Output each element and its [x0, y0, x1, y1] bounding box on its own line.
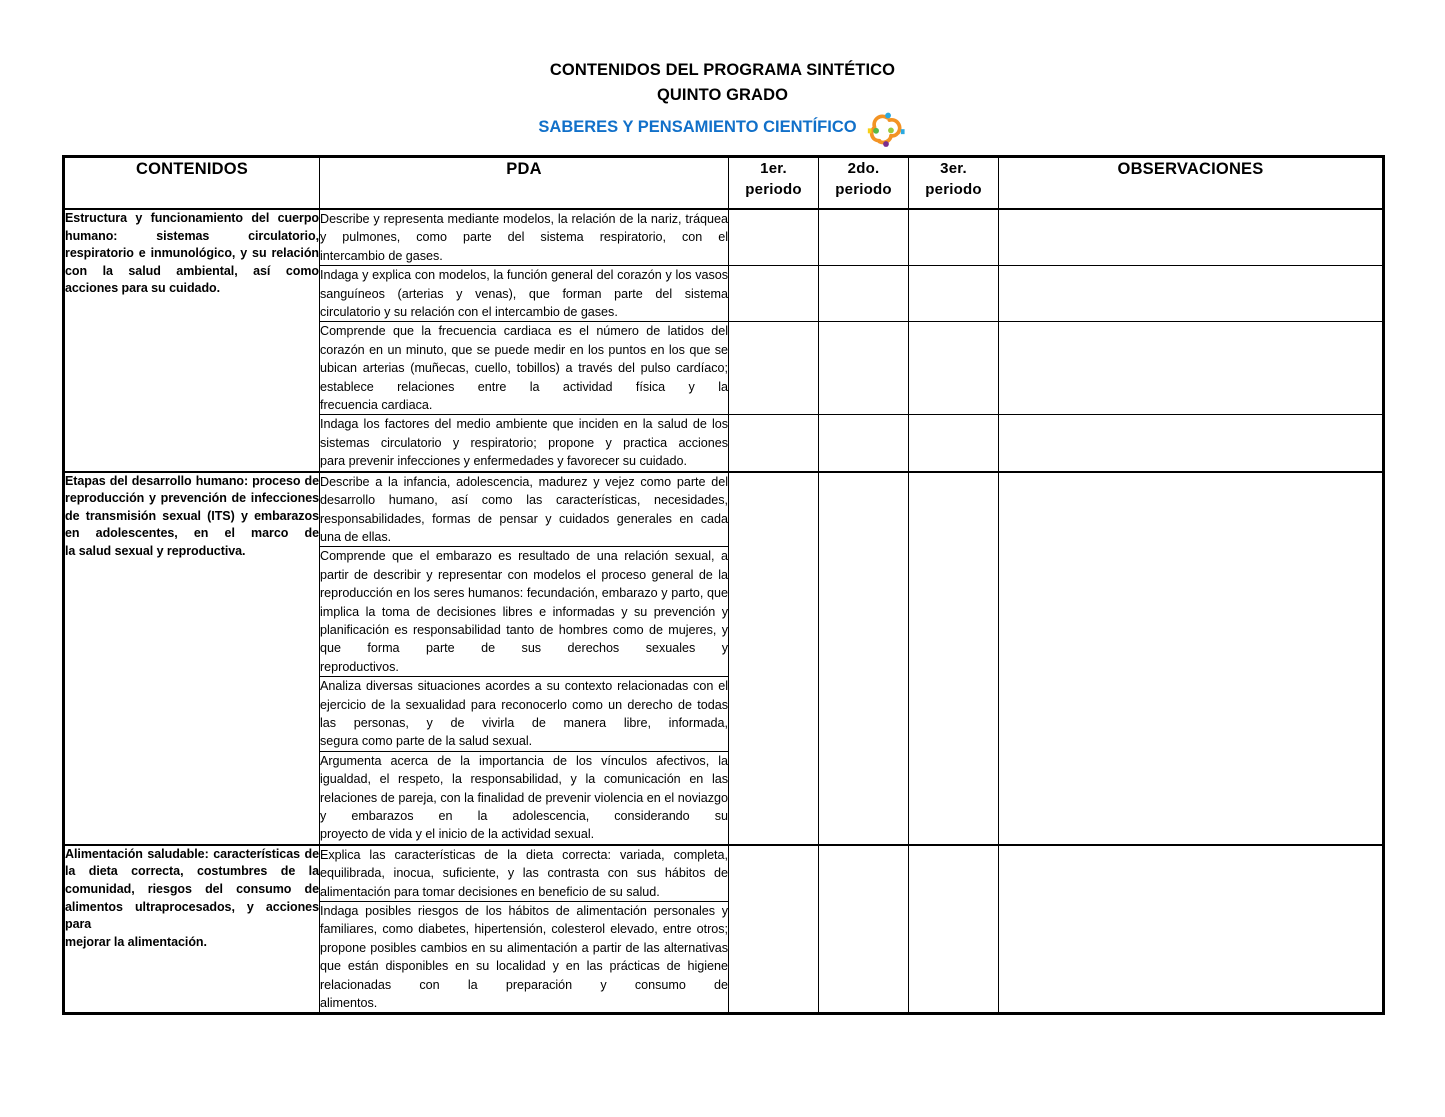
pda-cell: Explica las características de la dieta correcta: variada, completa, equilibrada, inocua, suficiente, y las contrasta con sus hábitos de alimentación para tomar decisiones en beneficio de su salud. — [320, 845, 729, 902]
header-subject-row — [0, 108, 1445, 146]
program-contents-table-wrapper — [62, 155, 1382, 1015]
header-subject-label: SABERES Y PENSAMIENTO CIENTÍFICO — [538, 117, 857, 136]
table-header-row — [64, 157, 1384, 210]
periodo-3-cell[interactable] — [909, 845, 999, 1014]
text-last-line: acciones para su cuidado. — [65, 281, 221, 296]
periodo-2-line-2: periodo — [835, 181, 892, 198]
observaciones-cell[interactable] — [999, 322, 1384, 415]
contenido-cell: Estructura y funcionamiento del cuerpo humano: sistemas circulatorio, respiratorio e inmunológico, y su relación con la salud ambiental, así como acciones para su cuidado. — [64, 209, 320, 472]
periodo-1-cell[interactable] — [729, 845, 819, 1014]
pda-cell: Indaga posibles riesgos de los hábitos de alimentación personales y familiares, como diabetes, hipertensión, colesterol elevado, entre otros; propone posibles cambios en su alimentación a partir de las alternativas que están disponibles en su localidad y en las prácticas de higiene relacionadas con la preparación y consumo de alimentos. — [320, 902, 729, 1014]
text-last-line: mejorar la alimentación. — [65, 934, 207, 949]
pda-cell: Indaga los factores del medio ambiente que inciden en la salud de los sistemas circulatorio y respiratorio; propone y practica acciones para prevenir infecciones y enfermedades y favorecer su cuidado. — [320, 415, 729, 472]
table-row — [64, 209, 1384, 266]
periodo-2-cell[interactable] — [819, 209, 909, 266]
observaciones-cell[interactable] — [999, 209, 1384, 266]
column-header-pda: PDA — [320, 157, 729, 210]
text-last-line: frecuencia cardiaca. — [320, 398, 433, 413]
periodo-3-cell[interactable] — [909, 322, 999, 415]
periodo-2-cell[interactable] — [819, 322, 909, 415]
column-header-periodo-1 — [729, 157, 819, 210]
pda-cell: Comprende que el embarazo es resultado de una relación sexual, a partir de describir y representar con modelos el proceso general de la reproducción en los seres humanos: fecundación, embarazo y parto, que implica la toma de decisiones libres e informadas y su prevención y planificación es responsabilidad tanto de hombres como de mujeres, y que forma parte de sus derechos sexuales y reproductivos. — [320, 547, 729, 677]
text-last-line: para prevenir infecciones y enfermedades y favorecer su cuidado. — [320, 454, 687, 469]
periodo-2-cell[interactable] — [819, 415, 909, 472]
text-last-line: alimentos. — [320, 996, 378, 1011]
text-last-line: alimentación para tomar decisiones en beneficio de su salud. — [320, 884, 660, 899]
periodo-2-cell[interactable] — [819, 845, 909, 1014]
header-title-line-2: QUINTO GRADO — [656, 86, 789, 104]
periodo-3-cell[interactable] — [909, 415, 999, 472]
periodo-1-cell[interactable] — [729, 266, 819, 322]
column-header-periodo-3 — [909, 157, 999, 210]
periodo-3-cell[interactable] — [909, 472, 999, 845]
periodo-3-cell[interactable] — [909, 266, 999, 322]
pda-cell: Analiza diversas situaciones acordes a su contexto relacionadas con el ejercicio de la sexualidad para reconocerlo como un derecho de todas las personas, y de vivirla de manera libre, informada, segura como parte de la salud sexual. — [320, 677, 729, 752]
pda-cell: Argumenta acerca de la importancia de los vínculos afectivos, la igualdad, el respeto, la responsabilidad, y la comunicación en las relaciones de pareja, con la finalidad de prevenir violencia en el noviazgo y embarazos en la adolescencia, considerando su proyecto de vida y el inicio de la actividad sexual. — [320, 751, 729, 845]
table-head — [64, 157, 1384, 210]
periodo-2-cell[interactable] — [819, 266, 909, 322]
observaciones-cell[interactable] — [999, 472, 1384, 845]
text-last-line: intercambio de gases. — [320, 248, 443, 263]
column-header-periodo-2 — [819, 157, 909, 210]
periodo-1-cell[interactable] — [729, 209, 819, 266]
observaciones-cell[interactable] — [999, 415, 1384, 472]
text-last-line: reproductivos. — [320, 659, 399, 674]
periodo-1-line-2: periodo — [745, 181, 802, 198]
text-last-line: circulatorio y su relación con el intercambio de gases. — [320, 305, 618, 320]
table-row — [64, 472, 1384, 547]
program-contents-table — [62, 155, 1385, 1015]
document-header — [0, 0, 1445, 146]
periodo-3-line-1: 3er. — [940, 160, 967, 177]
header-title-line-1: CONTENIDOS DEL PROGRAMA SINTÉTICO — [549, 61, 896, 79]
text-last-line: proyecto de vida y el inicio de la actividad sexual. — [320, 827, 595, 842]
contenido-cell: Etapas del desarrollo humano: proceso de reproducción y prevención de infecciones de transmisión sexual (ITS) y embarazos en adolescentes, en el marco de la salud sexual y reproductiva. — [64, 472, 320, 845]
text-last-line: una de ellas. — [320, 529, 392, 544]
text-last-line: segura como parte de la salud sexual. — [320, 734, 533, 749]
pda-cell: Indaga y explica con modelos, la función general del corazón y los vasos sanguíneos (arterias y venas), que forman parte del sistema circulatorio y su relación con el intercambio de gases. — [320, 266, 729, 322]
periodo-3-cell[interactable] — [909, 209, 999, 266]
column-header-contenidos: CONTENIDOS — [64, 157, 320, 210]
pda-cell: Describe y representa mediante modelos, la relación de la nariz, tráquea y pulmones, como parte del sistema respiratorio, con el intercambio de gases. — [320, 209, 729, 266]
periodo-1-cell[interactable] — [729, 472, 819, 845]
periodo-3-line-2: periodo — [925, 181, 982, 198]
pda-cell: Comprende que la frecuencia cardiaca es el número de latidos del corazón en un minuto, que se puede medir en los puntos en los que se ubican arterias (muñecas, cuello, tobillos) a través del pulso cardíaco; establece relaciones entre la actividad física y la frecuencia cardiaca. — [320, 322, 729, 415]
column-header-observaciones: OBSERVACIONES — [999, 157, 1384, 210]
periodo-1-cell[interactable] — [729, 415, 819, 472]
pda-cell: Describe a la infancia, adolescencia, madurez y vejez como parte del desarrollo humano, así como las características, necesidades, responsabilidades, formas de pensar y cuidados generales en cada una de ellas. — [320, 472, 729, 547]
periodo-2-cell[interactable] — [819, 472, 909, 845]
table-row — [64, 845, 1384, 902]
observaciones-cell[interactable] — [999, 266, 1384, 322]
table-body — [64, 209, 1384, 1014]
observaciones-cell[interactable] — [999, 845, 1384, 1014]
sep-nueva-escuela-mexicana-logo-icon — [865, 111, 907, 149]
periodo-1-cell[interactable] — [729, 322, 819, 415]
text-last-line: la salud sexual y reproductiva. — [65, 544, 246, 559]
contenido-cell: Alimentación saludable: características de la dieta correcta, costumbres de la comunidad, riesgos del consumo de alimentos ultraprocesados, y acciones para mejorar la alimentación. — [64, 845, 320, 1014]
periodo-1-line-1: 1er. — [760, 160, 787, 177]
periodo-2-line-1: 2do. — [847, 160, 880, 177]
